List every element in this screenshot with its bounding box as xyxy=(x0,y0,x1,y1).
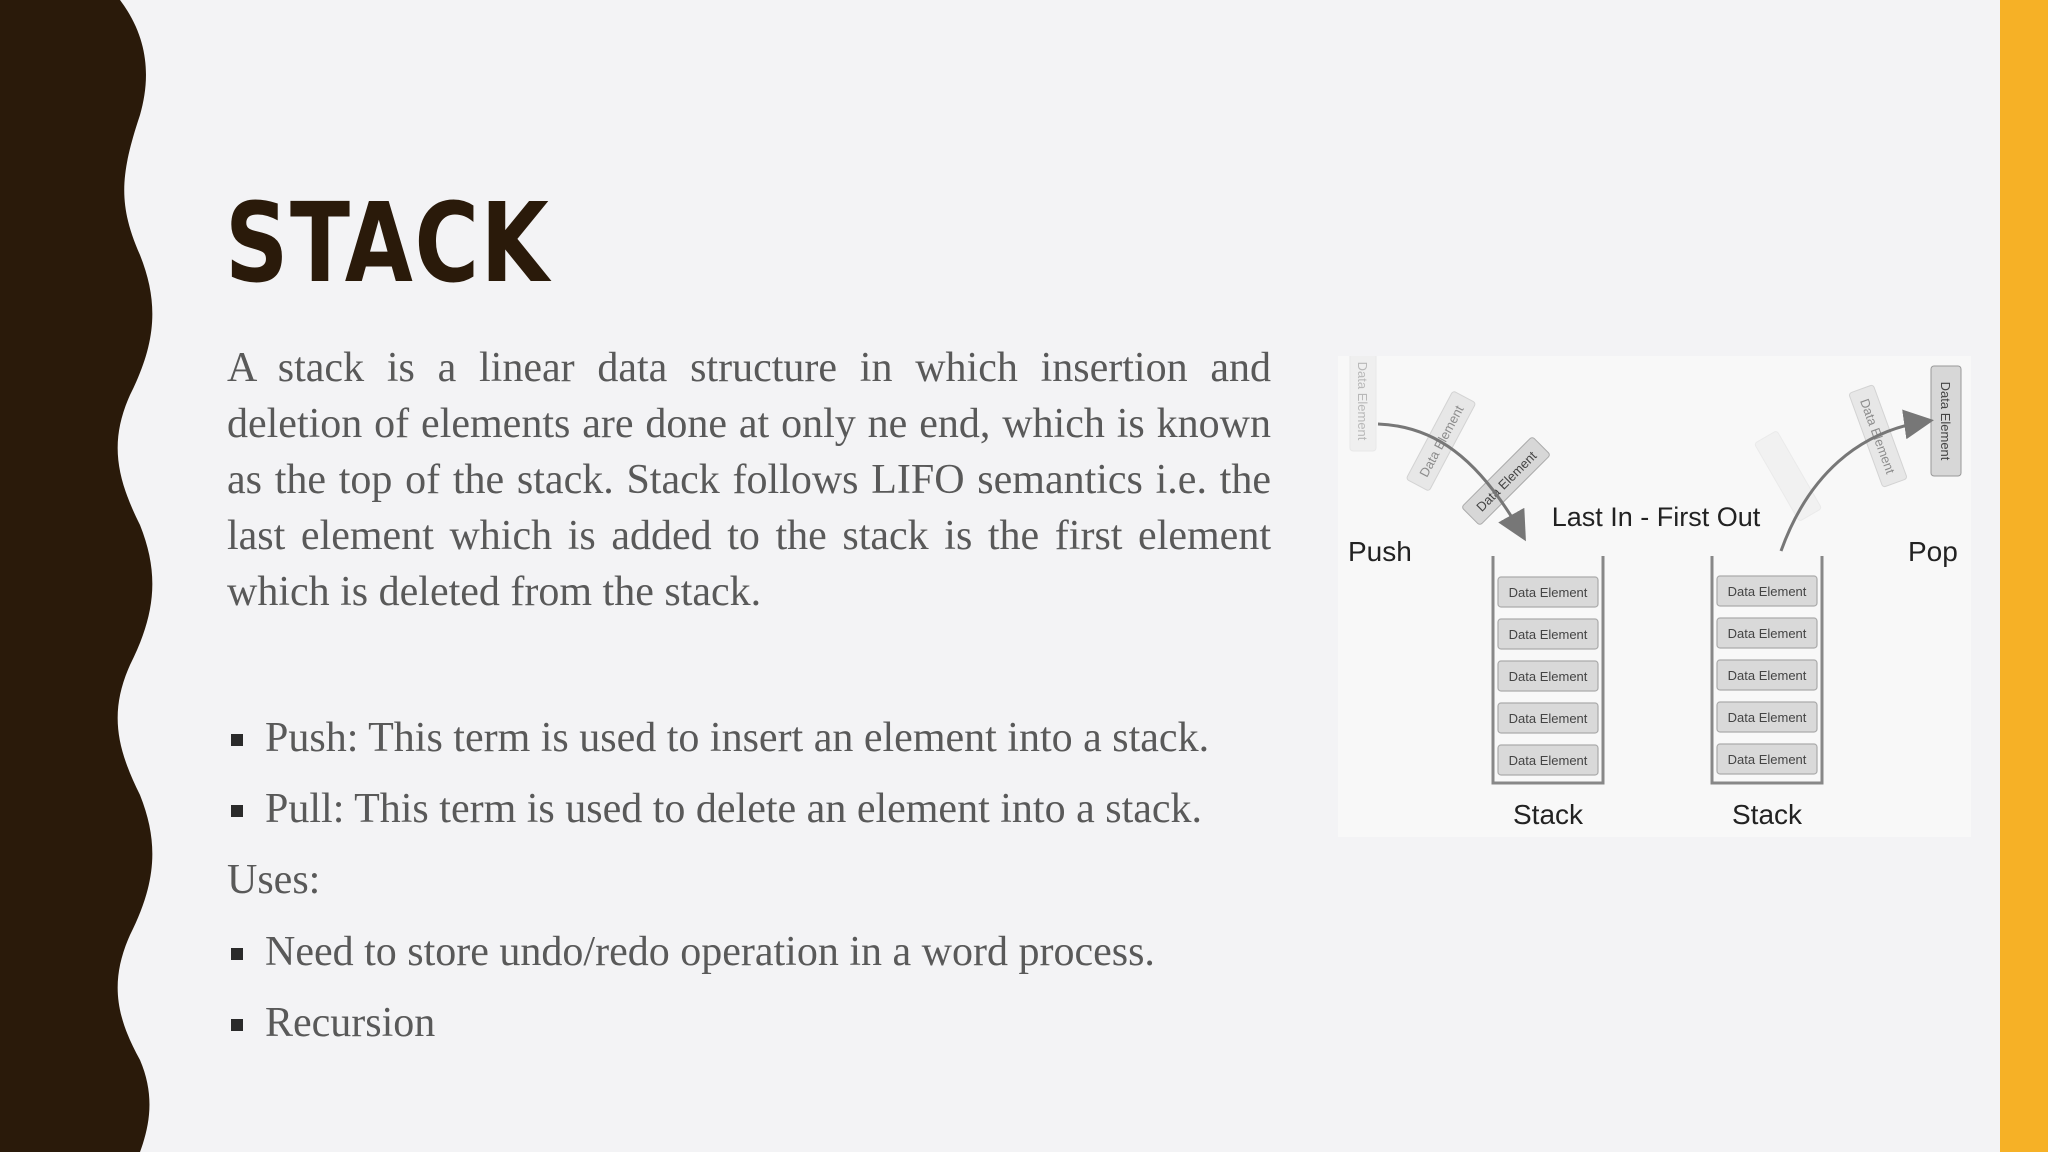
ghost-element-label: Data Element xyxy=(1857,396,1899,476)
stack-element-label: Data Element xyxy=(1727,584,1807,599)
stack-element-label: Data Element xyxy=(1727,752,1807,767)
uses-heading: Uses: xyxy=(227,857,321,903)
pop-label: Pop xyxy=(1908,536,1958,567)
falling-element-label: Data Element xyxy=(1473,448,1540,515)
bullet-pull xyxy=(227,781,1202,837)
bullet-push xyxy=(227,710,1209,766)
stack-element-label: Data Element xyxy=(1727,668,1807,683)
pop-ghost-element-1 xyxy=(1754,431,1822,522)
lifo-diagram-svg xyxy=(1338,356,1971,837)
stack-element-label: Data Element xyxy=(1508,627,1588,642)
stack-element-label: Data Element xyxy=(1508,669,1588,684)
push-falling-element xyxy=(1461,436,1550,525)
ghost-element-label: Data Element xyxy=(1355,361,1370,441)
bullet-square-icon xyxy=(231,734,243,746)
definition-paragraph: A stack is a linear data structure in which insertion and deletion of elements are done at only ne end, which is known as the top of the stack. Stack follows LIFO semantics i.e. the last element which is added to the stack is the first element which is deleted from the stack. xyxy=(227,345,1271,615)
bullet-undo-redo xyxy=(227,924,1155,980)
pop-element-label: Data Element xyxy=(1938,381,1953,461)
ghost-element-label: Data Element xyxy=(1416,402,1467,480)
bullet-text: Pull: This term is used to delete an element into a stack. xyxy=(265,786,1203,832)
slide-title: STACK xyxy=(225,179,551,307)
stack-element-label: Data Element xyxy=(1508,711,1588,726)
lifo-caption: Last In - First Out xyxy=(1551,502,1761,532)
push-ghost-element-1 xyxy=(1350,356,1376,451)
stack-element-label: Data Element xyxy=(1727,626,1807,641)
right-stack-elements xyxy=(1717,576,1817,774)
bullet-text: Push: This term is used to insert an element into a stack. xyxy=(265,715,1210,761)
pop-top-element xyxy=(1931,366,1961,476)
bullet-recursion xyxy=(227,995,435,1051)
stack-element-label: Data Element xyxy=(1508,753,1588,768)
right-stack-label: Stack xyxy=(1731,799,1803,830)
decorative-wave-band xyxy=(0,0,160,1152)
left-stack-elements xyxy=(1498,577,1598,775)
bullet-square-icon xyxy=(231,948,243,960)
bullet-text: Recursion xyxy=(265,1000,436,1046)
bullet-text: Need to store undo/redo operation in a word process. xyxy=(265,929,1155,975)
stack-element-label: Data Element xyxy=(1508,585,1588,600)
push-label: Push xyxy=(1348,536,1412,567)
accent-bar xyxy=(2000,0,2048,1152)
bullet-square-icon xyxy=(231,805,243,817)
bullet-square-icon xyxy=(231,1019,243,1031)
stack-element-label: Data Element xyxy=(1727,710,1807,725)
lifo-diagram xyxy=(1338,356,1971,837)
left-stack-label: Stack xyxy=(1512,799,1584,830)
